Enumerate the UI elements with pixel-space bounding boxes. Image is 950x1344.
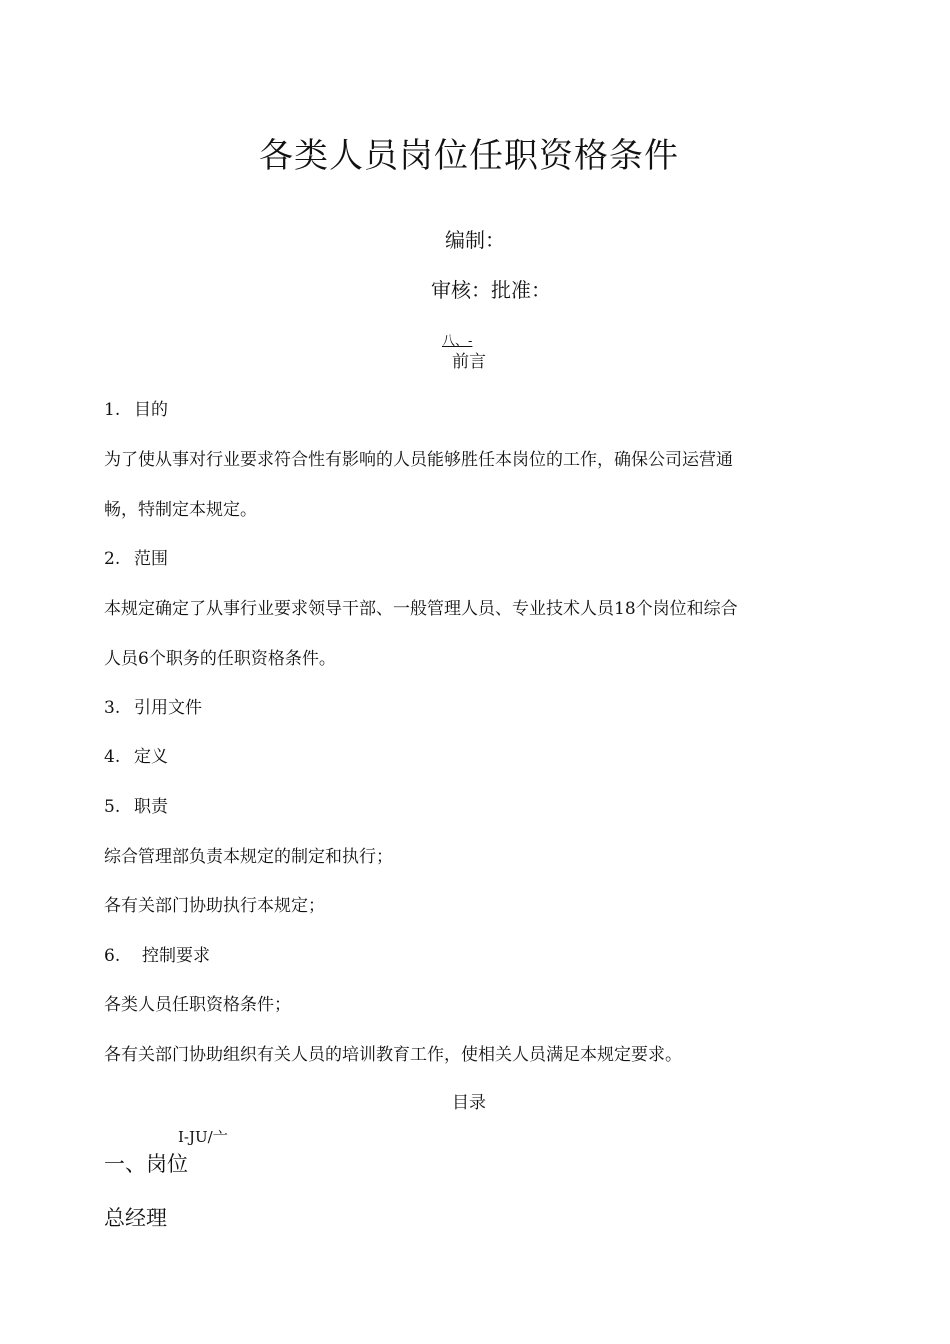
responsibility-line: 各有关部门协助执行本规定； [104, 896, 325, 916]
section-title: 控制要求 [142, 946, 210, 966]
review-approve-label: 审核：批准： [431, 278, 551, 302]
section-number: 2. [104, 549, 121, 569]
section-heading-definitions [104, 745, 168, 769]
section-heading-control [104, 944, 210, 968]
part-heading: 一、岗位 [104, 1152, 188, 1176]
control-line: 各类人员任职资格条件； [104, 995, 291, 1015]
preface-heading: 前言 [452, 352, 486, 372]
toc-heading: 目录 [452, 1093, 486, 1113]
section-title: 职责 [134, 797, 168, 817]
position-title: 总经理 [104, 1206, 167, 1230]
section-title: 目的 [134, 400, 168, 420]
responsibility-line: 综合管理部负责本规定的制定和执行； [104, 847, 393, 867]
scope-paragraph-line: 本规定确定了从事行业要求领导干部、一般管理人员、专业技术人员18个岗位和综合 [104, 599, 738, 619]
compiled-by-label: 编制： [445, 228, 505, 252]
section-number: 4. [104, 747, 121, 767]
section-heading-scope [104, 547, 168, 571]
document-title: 各类人员岗位任职资格条件 [259, 136, 679, 176]
section-title: 引用文件 [134, 698, 202, 718]
section-number: 1. [104, 400, 121, 420]
scan-artifact-text: I-JU/亠 [178, 1128, 228, 1146]
purpose-paragraph-line: 为了使从事对行业要求符合性有影响的人员能够胜任本岗位的工作，确保公司运营通 [104, 450, 733, 470]
section-number: 5. [104, 797, 121, 817]
section-heading-responsibilities [104, 795, 168, 819]
control-line: 各有关部门协助组织有关人员的培训教育工作，使相关人员满足本规定要求。 [104, 1045, 682, 1065]
purpose-paragraph-line: 畅，特制定本规定。 [104, 500, 257, 520]
section-title: 范围 [134, 549, 168, 569]
section-number: 6. [104, 946, 121, 966]
section-title: 定义 [134, 747, 168, 767]
scan-artifact-text: 八、- [442, 334, 473, 349]
section-heading-purpose [104, 398, 168, 422]
section-number: 3. [104, 698, 121, 718]
scope-paragraph-line: 人员6个职务的任职资格条件。 [104, 649, 336, 669]
section-heading-references [104, 696, 202, 720]
